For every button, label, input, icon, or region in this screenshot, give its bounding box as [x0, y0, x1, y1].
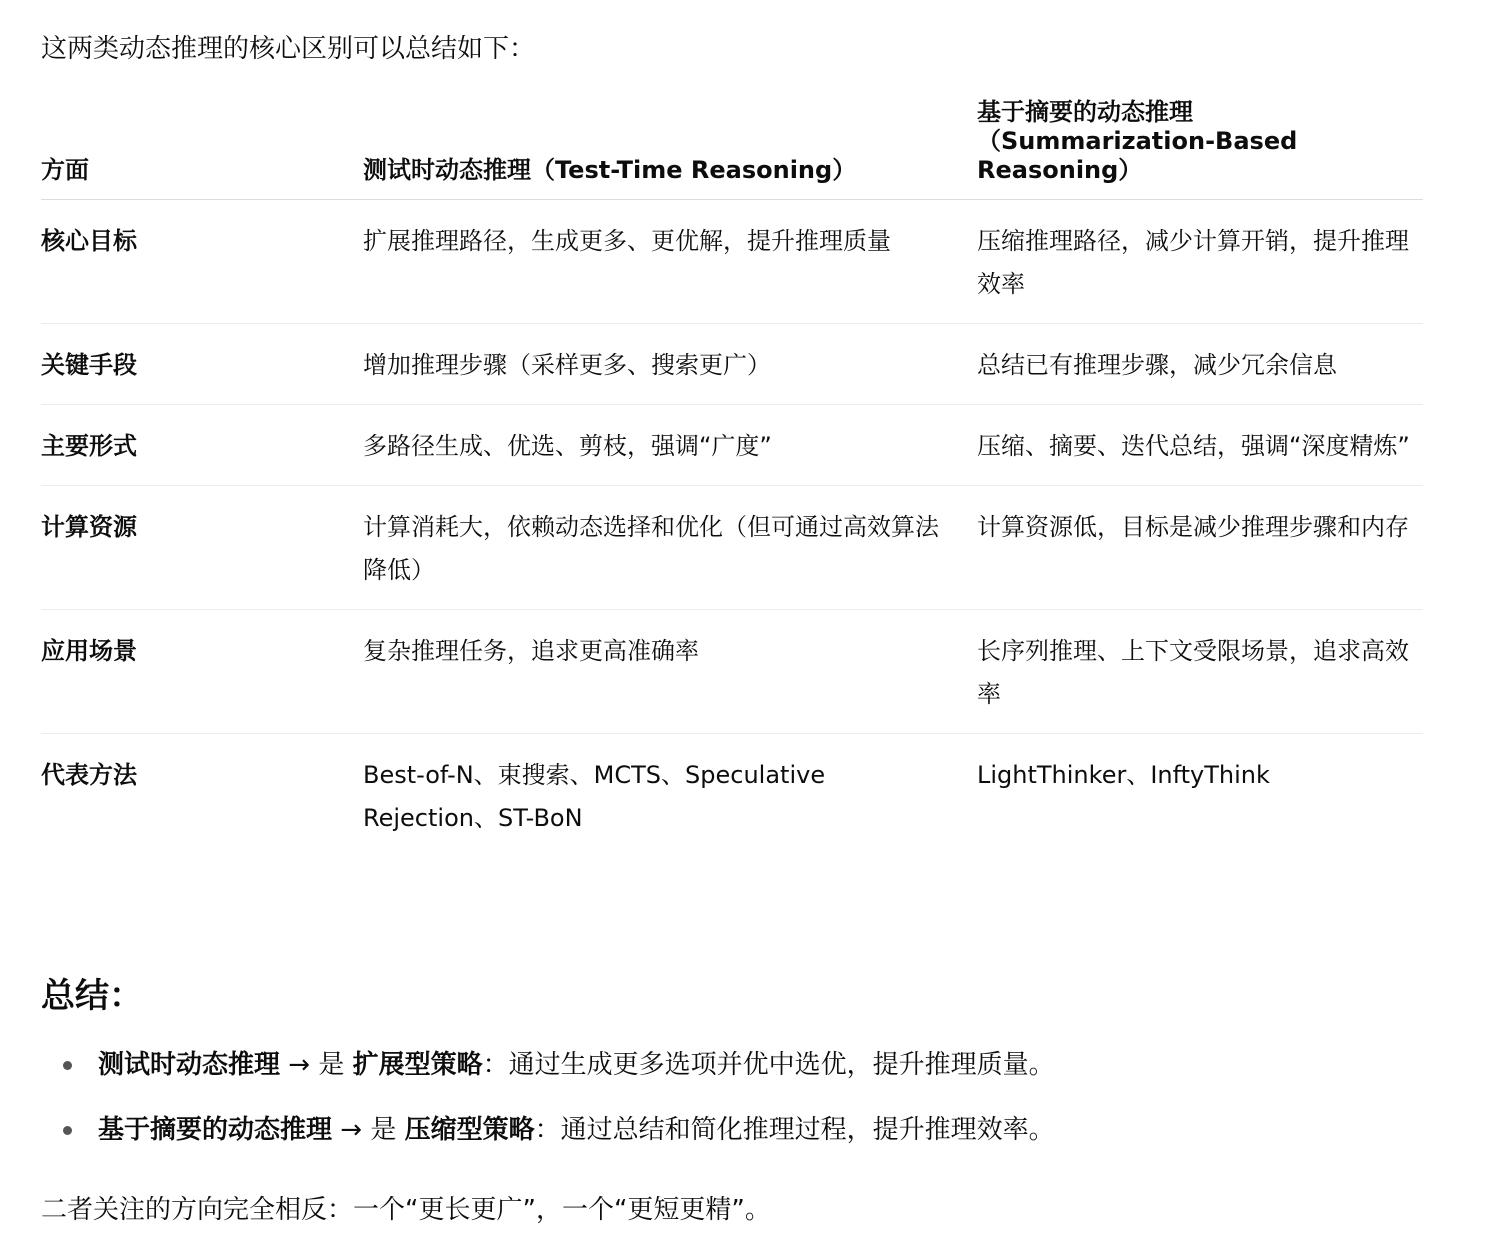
row-aspect: 代表方法 [41, 761, 137, 789]
list-item [41, 1107, 1055, 1153]
table-row [41, 734, 1423, 858]
header-test-time: 测试时动态推理（Test-Time Reasoning） [363, 98, 977, 200]
header-aspect: 方面 [41, 98, 363, 200]
row-test-time: 复杂推理任务，追求更高准确率 [363, 610, 977, 734]
bullet-icon [63, 1061, 72, 1070]
row-summarization: LightThinker、InftyThink [977, 761, 1270, 789]
summary-heading: 总结： [41, 976, 143, 1016]
row-test-time: 增加推理步骤（采样更多、搜索更广） [363, 324, 977, 405]
table-row [41, 324, 1423, 405]
bullet-icon [63, 1126, 72, 1135]
point-strategy: 扩展型策略 [352, 1050, 483, 1080]
table-row [41, 610, 1423, 734]
row-aspect: 计算资源 [41, 486, 363, 610]
row-aspect: 核心目标 [41, 200, 363, 324]
table-row [41, 486, 1423, 610]
row-summarization: 压缩、摘要、迭代总结，强调“深度精炼” [977, 405, 1423, 486]
point-term: 基于摘要的动态推理 [98, 1115, 333, 1145]
row-aspect: 关键手段 [41, 324, 363, 405]
point-arrow: → 是 [280, 1050, 353, 1080]
point-description: ：通过生成更多选项并优中选优，提升推理质量。 [482, 1050, 1055, 1080]
row-summarization: 计算资源低，目标是减少推理步骤和内存 [977, 486, 1423, 610]
conclusion-text: 二者关注的方向完全相反：一个“更长更广”，一个“更短更精”。 [41, 1195, 771, 1225]
point-arrow: → 是 [332, 1115, 405, 1145]
row-test-time: 多路径生成、优选、剪枝，强调“广度” [363, 405, 977, 486]
row-test-time: Best-of-N、束搜索、MCTS、Speculative Rejection、ST-BoN [363, 761, 826, 832]
comparison-table [41, 98, 1423, 857]
point-strategy: 压缩型策略 [404, 1115, 535, 1145]
table-row [41, 405, 1423, 486]
row-test-time: 扩展推理路径，生成更多、更优解，提升推理质量 [363, 200, 977, 324]
table-header-row [41, 98, 1423, 200]
point-description: ：通过总结和简化推理过程，提升推理效率。 [534, 1115, 1055, 1145]
row-aspect: 主要形式 [41, 405, 363, 486]
row-test-time: 计算消耗大，依赖动态选择和优化（但可通过高效算法降低） [363, 486, 977, 610]
point-term: 测试时动态推理 [98, 1050, 281, 1080]
list-item [41, 1042, 1055, 1088]
summary-list [41, 1042, 1055, 1172]
intro-text: 这两类动态推理的核心区别可以总结如下： [41, 34, 536, 64]
row-summarization: 长序列推理、上下文受限场景，追求高效率 [977, 610, 1423, 734]
row-summarization: 压缩推理路径，减少计算开销，提升推理效率 [977, 200, 1423, 324]
row-aspect: 应用场景 [41, 610, 363, 734]
row-summarization: 总结已有推理步骤，减少冗余信息 [977, 324, 1423, 405]
table-row [41, 200, 1423, 324]
header-summarization: 基于摘要的动态推理（Summarization-Based Reasoning） [977, 98, 1423, 200]
